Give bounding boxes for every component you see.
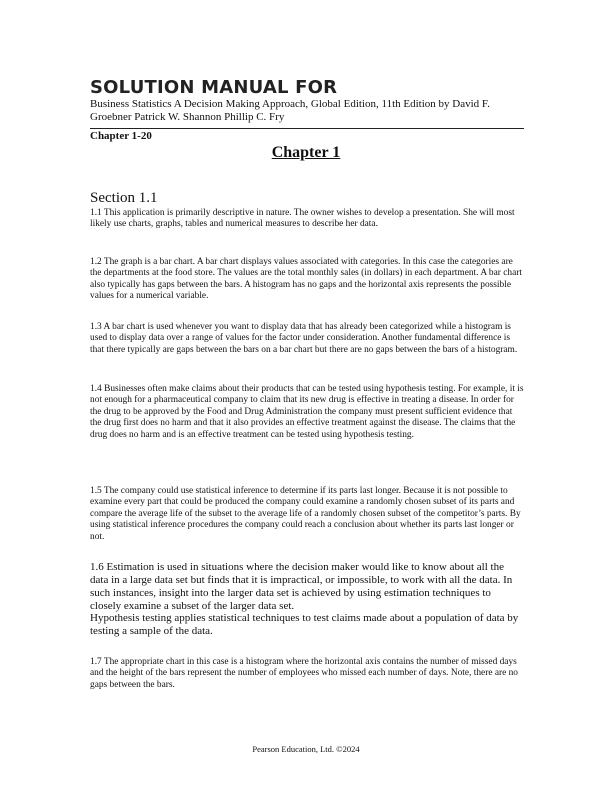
paragraph-1-5: 1.5 The company could use statistical inference to determine if its parts last longer. Because it is not possible to examine every part that could be produced the company could examine a randomly chosen subset of its parts and compare the average life of the subset to the average life of a randomly chosen subset of the competitor’s parts. By using statistical inference procedures the company could reach a conclusion about whether its parts last longer or not.	[90, 486, 521, 542]
paragraph-1-7: 1.7 The appropriate chart in this case is a histogram where the horizontal axis contains the number of missed days and the height of the bars represent the number of employees who missed each number of days. Note, there are no gaps between the bars.	[90, 657, 518, 690]
header-divider	[90, 128, 524, 129]
chapter-range: Chapter 1-20	[90, 130, 152, 142]
paragraph-1-1: 1.1 This application is primarily descriptive in nature. The owner wishes to develop a presentation. She will most likely use charts, graphs, tables and numerical measures to describe her data.	[90, 208, 515, 230]
solution-manual-banner: SOLUTION MANUAL FOR	[90, 77, 338, 98]
paragraph-1-4: 1.4 Businesses often make claims about their products that can be tested using hypothesis testing. For example, it is not enough for a pharmaceutical company to claim that its new drug is effective in treating a disease. In order for the drug to be approved by the Food and Drug Administration the company must present sufficient evidence that the drug first does no harm and that it also provides an effective treatment against the disease. The claims that the drug does no harm and is an effective treatment can be tested using hypothesis testing.	[90, 384, 524, 440]
chapter-title: Chapter 1	[271, 144, 341, 161]
paragraph-1-3: 1.3 A bar chart is used whenever you want to display data that has already been categorized while a histogram is used to display data over a range of values for the factor under consideration. Another fundamental difference is that there typically are gaps between the bars on a bar chart but there are no gaps between the bars of a histogram.	[90, 322, 518, 355]
book-subtitle: Business Statistics A Decision Making Approach, Global Edition, 11th Edition by David F. Groebner Patrick W. Shannon Phillip C. Fry	[90, 98, 490, 123]
paragraph-1-2: 1.2 The graph is a bar chart. A bar chart displays values associated with categories. In this case the categories are the departments at the food store. The values are the total monthly sales (in dollars) in each department. A bar chart also typically has gaps between the bars. A histogram has no gaps and the horizontal axis represents the possible values for a numerical variable.	[90, 257, 522, 302]
paragraph-1-6: 1.6 Estimation is used in situations where the decision maker would like to know about all the data in a large data set but finds that it is impractical, or impossible, to work with all the data. In such instances, insight into the larger data set is achieved by using estimation techniques to closely examine a subset of the larger data set.	[90, 561, 513, 612]
section-title: Section 1.1	[90, 190, 158, 206]
page-footer: Pearson Education, Ltd. ©2024	[252, 744, 360, 754]
paragraph-1-6-hypothesis: Hypothesis testing applies statistical techniques to test claims made about a population of data by testing a sample of the data.	[90, 612, 519, 637]
